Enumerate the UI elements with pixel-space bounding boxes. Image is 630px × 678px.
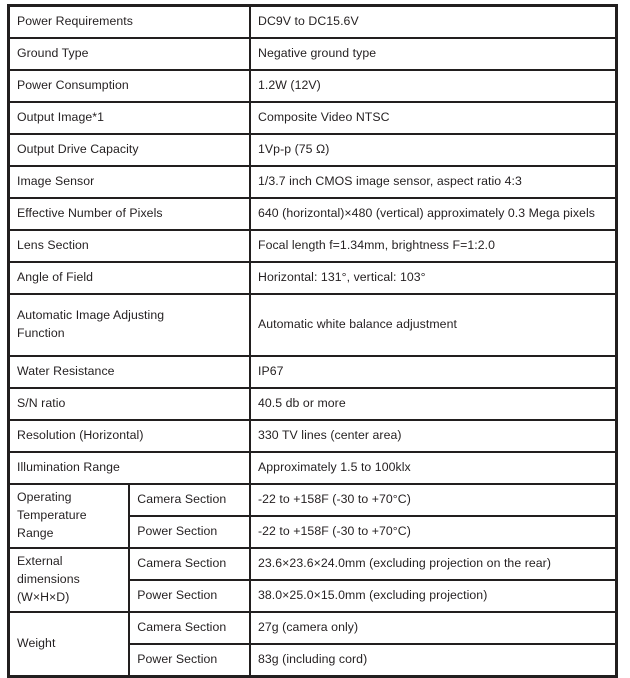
spec-sub-label-camera-section: Camera Section [129, 612, 250, 644]
spec-sub-label-power-section: Power Section [129, 644, 250, 677]
table-row [9, 166, 617, 198]
spec-value: Horizontal: 131°, vertical: 103° [250, 262, 617, 294]
spec-value: 1/3.7 inch CMOS image sensor, aspect ratio 4:3 [250, 166, 617, 198]
spec-value: IP67 [250, 356, 617, 388]
table-row [9, 134, 617, 166]
table-row [9, 484, 617, 516]
spec-label: Angle of Field [9, 262, 251, 294]
table-row [9, 198, 617, 230]
spec-value: 38.0×25.0×15.0mm (excluding projection) [250, 580, 617, 612]
specification-table-body [9, 6, 617, 677]
spec-value: 640 (horizontal)×480 (vertical) approximately 0.3 Mega pixels [250, 198, 617, 230]
spec-value: 23.6×23.6×24.0mm (excluding projection on the rear) [250, 548, 617, 580]
table-row [9, 388, 617, 420]
table-row [9, 70, 617, 102]
spec-value: Negative ground type [250, 38, 617, 70]
table-row [9, 230, 617, 262]
spec-value: 1Vp-p (75 Ω) [250, 134, 617, 166]
spec-value: 27g (camera only) [250, 612, 617, 644]
spec-value: 330 TV lines (center area) [250, 420, 617, 452]
spec-value: Approximately 1.5 to 100klx [250, 452, 617, 484]
table-row [9, 548, 617, 580]
specification-table [7, 4, 618, 678]
spec-label-stack [17, 553, 121, 606]
spec-label: S/N ratio [9, 388, 251, 420]
specification-table-container [7, 4, 618, 678]
spec-label-line: dimensions [17, 572, 80, 587]
spec-value: -22 to +158F (-30 to +70°C) [250, 516, 617, 548]
spec-value: DC9V to DC15.6V [250, 6, 617, 39]
spec-label-line: Range [17, 525, 54, 540]
spec-label-stack [17, 489, 121, 542]
spec-label: Image Sensor [9, 166, 251, 198]
spec-label-line: Function [17, 326, 65, 340]
table-row [9, 6, 617, 39]
spec-label: Output Image*1 [9, 102, 251, 134]
spec-label-line: (W×H×D) [17, 589, 70, 604]
spec-label: Power Requirements [9, 6, 251, 39]
spec-label: Ground Type [9, 38, 251, 70]
spec-label-line: External [17, 554, 63, 569]
spec-sub-label-power-section: Power Section [129, 580, 250, 612]
spec-sub-label-camera-section: Camera Section [129, 548, 250, 580]
spec-label-weight: Weight [9, 612, 130, 677]
spec-sub-label-camera-section: Camera Section [129, 484, 250, 516]
spec-label: Lens Section [9, 230, 251, 262]
table-row [9, 356, 617, 388]
spec-label: Water Resistance [9, 356, 251, 388]
spec-value: -22 to +158F (-30 to +70°C) [250, 484, 617, 516]
table-row [9, 612, 617, 644]
spec-label-operating-temperature [9, 484, 130, 548]
spec-value: Composite Video NTSC [250, 102, 617, 134]
spec-label [9, 294, 251, 356]
spec-value: Focal length f=1.34mm, brightness F=1:2.0 [250, 230, 617, 262]
spec-label: Output Drive Capacity [9, 134, 251, 166]
spec-label: Resolution (Horizontal) [9, 420, 251, 452]
spec-label: Power Consumption [9, 70, 251, 102]
spec-label-line: Automatic Image Adjusting [17, 308, 165, 323]
spec-label: Effective Number of Pixels [9, 198, 251, 230]
spec-label-line: Operating [17, 490, 72, 505]
spec-value: Automatic white balance adjustment [250, 294, 617, 356]
spec-value: 40.5 db or more [250, 388, 617, 420]
table-row [9, 452, 617, 484]
spec-sub-label-power-section: Power Section [129, 516, 250, 548]
table-row [9, 38, 617, 70]
spec-label: Illumination Range [9, 452, 251, 484]
spec-label-line: Temperature [17, 508, 87, 523]
table-row [9, 102, 617, 134]
table-row [9, 420, 617, 452]
spec-value: 1.2W (12V) [250, 70, 617, 102]
table-row [9, 294, 617, 356]
spec-value: 83g (including cord) [250, 644, 617, 677]
spec-label-external-dimensions [9, 548, 130, 612]
table-row [9, 262, 617, 294]
spec-label-stack [17, 307, 242, 343]
